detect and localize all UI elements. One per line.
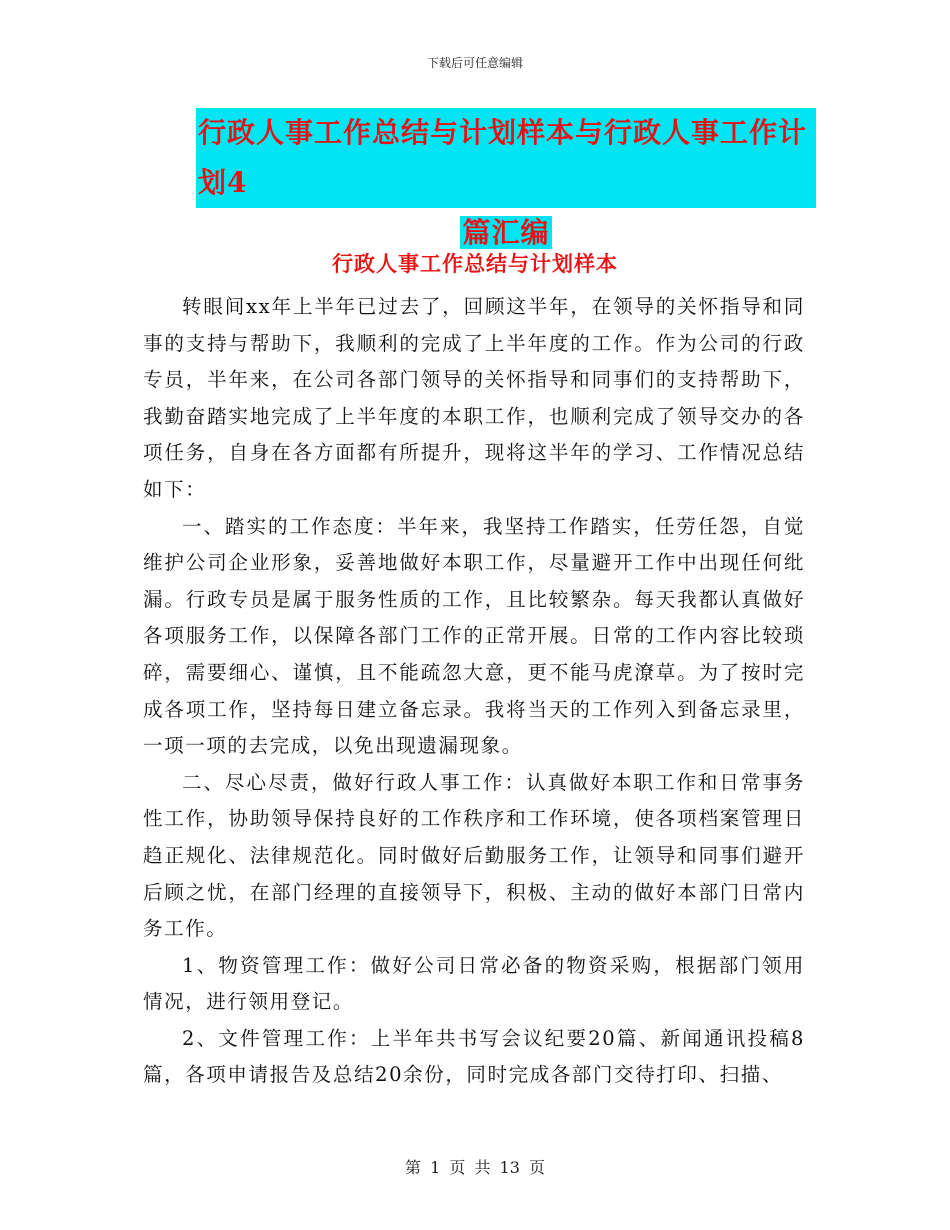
section-title: 行政人事工作总结与计划样本: [332, 251, 618, 276]
paragraph-intro: 转眼间xx年上半年已过去了，回顾这半年，在领导的关怀指导和同事的支持与帮助下，我顺利的完成了上半年度的工作。作为公司的行政专员，半年来，在公司各部门领导的关怀指导和同事们的支持帮助下，我勤奋踏实地完成了上半年度的本职工作，也顺利完成了领导交办的各项任务，自身在各方面都有所提升，现将这半年的学习、工作情况总结如下：: [143, 295, 805, 501]
paragraph-admin-hr-work: 二、尽心尽责，做好行政人事工作：认真做好本职工作和日常事务性工作，协助领导保持良好的工作秩序和工作环境，使各项档案管理日趋正规化、法律规范化。同时做好后勤服务工作，让领导和同事们避开后顾之忧，在部门经理的直接领导下，积极、主动的做好本部门日常内务工作。: [143, 770, 805, 941]
page-footer: 第 1 页 共 13 页: [405, 1158, 545, 1177]
document-title: [196, 108, 816, 258]
paragraph-document-management: 2、文件管理工作：上半年共书写会议纪要20篇、新闻通讯投稿8篇，各项申请报告及总结20余份，同时完成各部门交待打印、扫描、: [143, 1026, 805, 1087]
document-title-line1: 行政人事工作总结与计划样本与行政人事工作计划4: [196, 108, 816, 208]
header-note: 下载后可任意编辑: [426, 56, 523, 70]
paragraph-materials-management: 1、物资管理工作：做好公司日常必备的物资采购，根据部门领用情况，进行领用登记。: [143, 953, 805, 1014]
paragraph-work-attitude: 一、踏实的工作态度：半年来，我坚持工作踏实，任劳任怨，自觉维护公司企业形象，妥善地做好本职工作，尽量避开工作中出现任何纰漏。行政专员是属于服务性质的工作，且比较繁杂。每天我都认真做好各项服务工作，以保障各部门工作的正常开展。日常的工作内容比较琐碎，需要细心、谨慎，且不能疏忽大意，更不能马虎潦草。为了按时完成各项工作，坚持每日建立备忘录。我将当天的工作列入到备忘录里，一项一项的去完成，以免出现遗漏现象。: [143, 514, 805, 758]
body-text: [143, 289, 805, 1094]
document-title-line2: 篇汇编: [462, 216, 550, 249]
